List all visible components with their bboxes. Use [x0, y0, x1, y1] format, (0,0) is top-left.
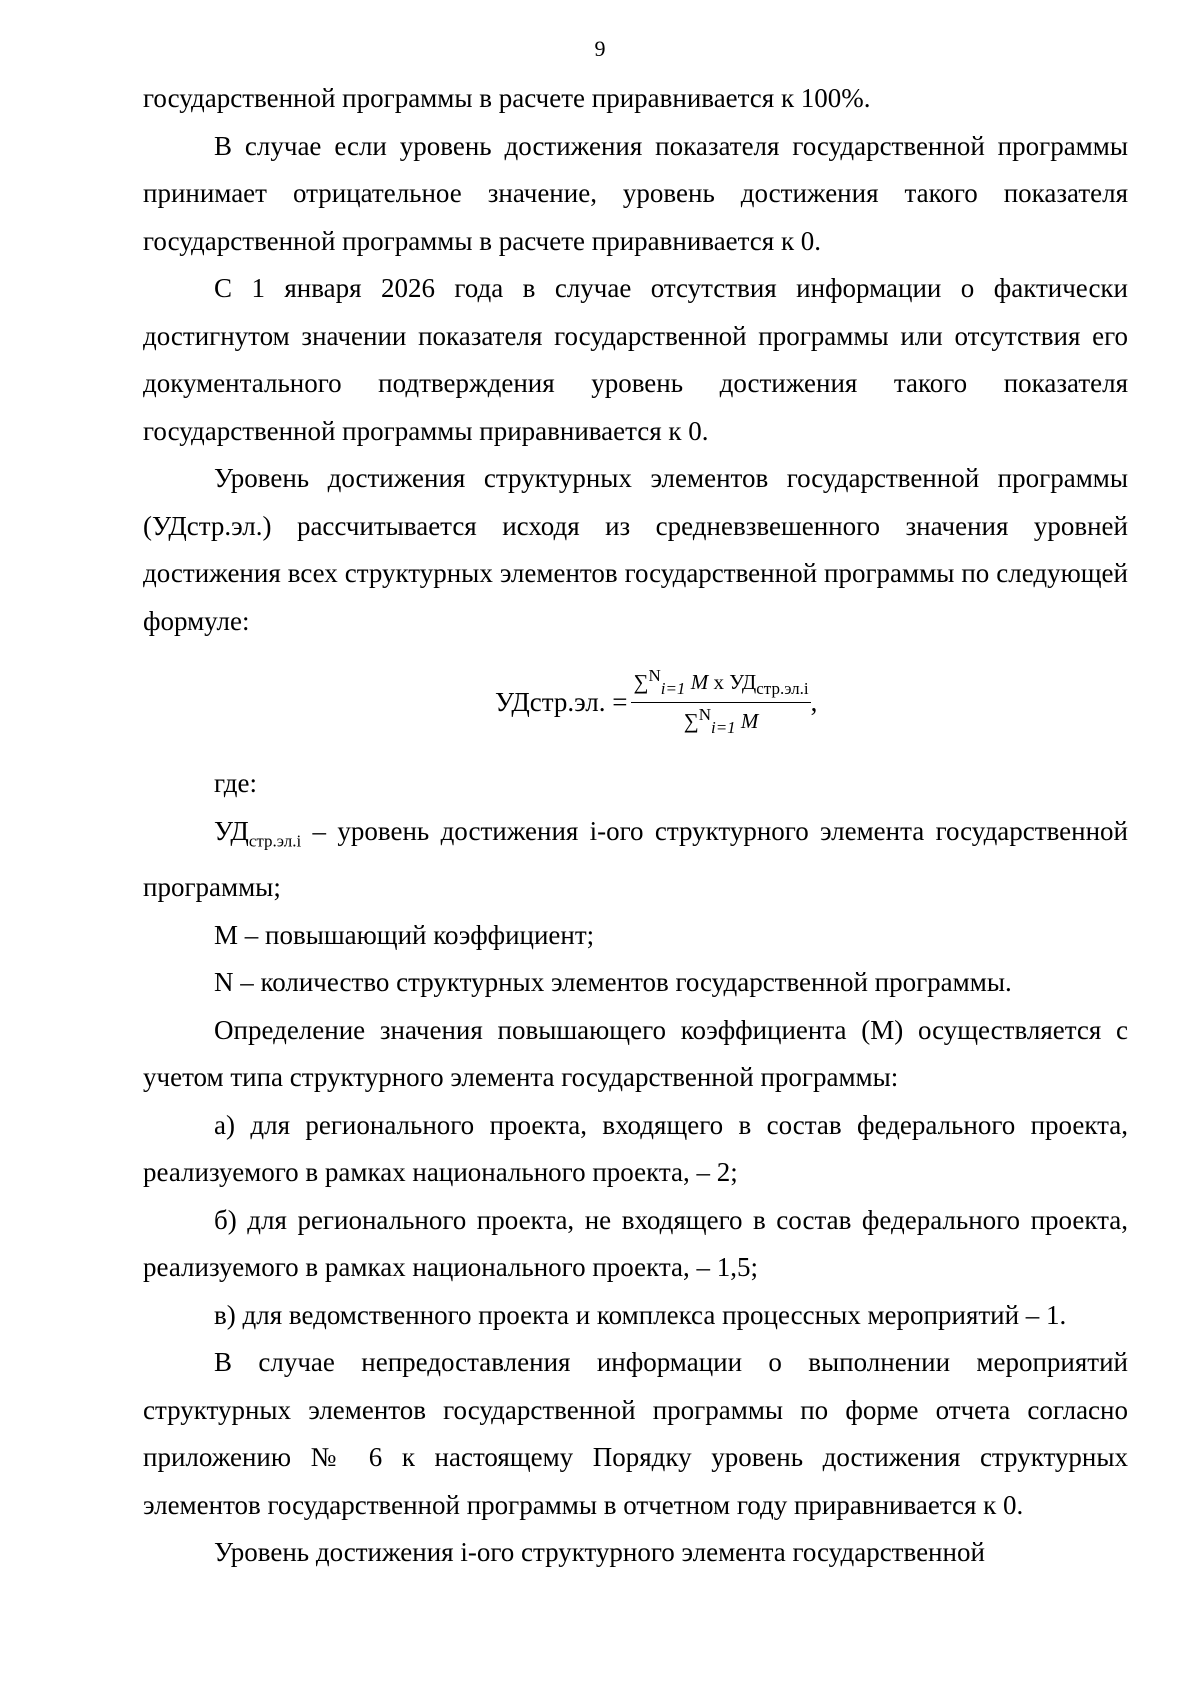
- sigma-lower: i=1: [710, 718, 736, 738]
- formula-ud-sub: стр.эл.i: [756, 679, 809, 699]
- paragraph-continuation: государственной программы в расчете приравнивается к 100%.: [143, 83, 871, 113]
- sigma-symbol: ∑: [683, 709, 699, 734]
- paragraph-structural-level: Уровень достижения структурных элементов государственной программы (УДстр.эл.) рассчитывается исходя из средневзвешенного значения уровней достижения всех структурных элементов государственной программы по следующей формуле:: [143, 463, 1128, 636]
- definition-ud: [143, 808, 1128, 912]
- formula-lhs: УДстр.эл. =: [495, 687, 628, 717]
- def-ud-sub: стр.эл.i: [248, 830, 302, 850]
- list-item-a: а) для регионального проекта, входящего в состав федерального проекта, реализуемого в рамках национального проекта, – 2;: [143, 1109, 1128, 1188]
- formula-var-m: M: [690, 670, 709, 695]
- fraction-bar: [631, 702, 810, 704]
- formula: [495, 645, 1128, 760]
- definition-n: N – количество структурных элементов государственной программы.: [214, 967, 1012, 998]
- sigma-upper: N: [698, 705, 711, 725]
- formula-denominator: [682, 705, 761, 739]
- formula-var-m: M: [740, 709, 759, 734]
- paragraph-coefficient: Определение значения повышающего коэффициента (М) осуществляется с учетом типа структурного элемента государственной программы:: [143, 1014, 1128, 1093]
- def-ud-main: УД: [214, 815, 249, 846]
- list-item-c: в) для ведомственного проекта и комплекса процессных мероприятий – 1.: [214, 1299, 1067, 1330]
- definition-m: М – повышающий коэффициент;: [214, 919, 595, 950]
- formula-comma: ,: [810, 687, 818, 717]
- paragraph-2026-rule: С 1 января 2026 года в случае отсутствия информации о фактически достигнутом значении показателя государственной программы или отсутствия его документального подтверждения уровень достижения такого показателя государственной программы приравнивается к 0.: [143, 273, 1128, 446]
- sigma-upper: N: [648, 666, 661, 686]
- formula-times-ud: x УД: [708, 670, 757, 695]
- paragraph-non-submission: В случае непредоставления информации о выполнении мероприятий структурных элементов государственной программы по форме отчета согласно приложению № 6 к настоящему Порядку уровень достижения структурных элементов государственной программы в отчетном году приравнивается к 0.: [143, 1347, 1128, 1520]
- document-body: [143, 75, 1128, 1577]
- def-ud-text: – уровень достижения i-ого структурного элемента государственной программы;: [143, 815, 1128, 903]
- paragraph-i-element: Уровень достижения i-ого структурного элемента государственной: [214, 1537, 985, 1568]
- page-number: 9: [594, 36, 606, 61]
- paragraph-negative-value: В случае если уровень достижения показателя государственной программы принимает отрицательное значение, уровень достижения такого показателя государственной программы в расчете приравнивается к 0.: [143, 130, 1128, 256]
- sigma-symbol: ∑: [633, 670, 649, 695]
- formula-fraction: [631, 666, 810, 739]
- list-item-b: б) для регионального проекта, не входящего в состав федерального проекта, реализуемого в рамках национального проекта, – 1,5;: [143, 1204, 1128, 1283]
- formula-numerator: [631, 666, 810, 700]
- where-label: где:: [214, 768, 257, 798]
- sigma-lower: i=1: [660, 679, 686, 699]
